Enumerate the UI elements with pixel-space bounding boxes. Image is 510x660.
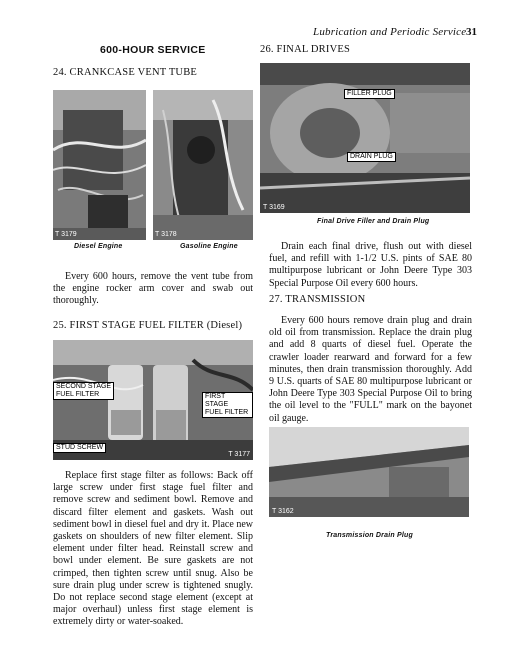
heading-transmission: 27. TRANSMISSION <box>269 294 366 305</box>
section-title: 600-HOUR SERVICE <box>100 44 206 56</box>
photo-tag: T 3169 <box>263 204 285 211</box>
heading-first-stage-fuel-filter: 25. FIRST STAGE FUEL FILTER (Diesel) <box>53 320 243 331</box>
label-line: SECOND STAGE <box>56 383 112 390</box>
photo-transmission <box>269 427 469 517</box>
caption-final-drive: Final Drive Filler and Drain Plug <box>317 218 430 225</box>
label-line: FIRST STAGE <box>205 393 229 408</box>
photo-tag: T 3178 <box>155 231 177 238</box>
label-filler-plug: FILLER PLUG <box>344 89 395 99</box>
photo-tag: T 3177 <box>228 451 250 458</box>
paragraph-final-drives: Drain each final drive, flush out with diesel fuel, and refill with 1-1/2 U.S. pints of SAE 80 multipurpose lubricant or John Deere Type 303 Special Purpose Oil every 600 hours. <box>269 241 472 289</box>
caption-gasoline-engine: Gasoline Engine <box>180 243 238 250</box>
paragraph-transmission: Every 600 hours remove drain plug and drain old oil from transmission. Replace the drain plug and add 8 quarts of diesel fuel. Operate the crawler loader rearward and forward for a few minutes, then drain transmission thoroughly. Add 9 U.S. quarts of SAE 80 multipurpose lubricant or John Deere Type 303 Special Purpose Oil to bring the oil level to the "FULL" mark on the bayonet oil gauge. <box>269 315 472 424</box>
paragraph-first-stage-filter: Replace first stage filter as follows: Back off large screw under first stage fuel filter and remove screw and sediment bowl. Remove and discard filter element and gaskets. Wash out sediment bowl in diesel fuel and dry it. Place new gaskets on shoulders of new filter element. Slip element under filter head. Reinstall screw and bowl under element. Be sure gaskets are not crimped, then tighten screw until snug. Also be sure drain plug under screw is tightened snugly. Do not replace second stage element (except at major overhaul) unless first stage element is extremely dirty or water-soaked. <box>53 470 253 628</box>
photo-diesel-engine <box>53 90 146 240</box>
page-number: 31 <box>466 26 477 38</box>
photo-tag: T 3162 <box>272 508 294 515</box>
photo-gasoline-engine <box>153 90 253 240</box>
caption-diesel-engine: Diesel Engine <box>74 243 123 250</box>
heading-crankcase-vent-tube: 24. CRANKCASE VENT TUBE <box>53 67 198 78</box>
label-stud-screw: STUD SCREW <box>53 443 106 453</box>
label-line: FUEL FILTER <box>56 391 100 398</box>
label-second-stage-fuel-filter <box>53 382 114 400</box>
label-first-stage-fuel-filter <box>202 392 253 418</box>
label-drain-plug: DRAIN PLUG <box>347 152 396 162</box>
paragraph-crankcase-vent: Every 600 hours, remove the vent tube from the engine rocker arm cover and swab out thoroughly. <box>53 271 253 307</box>
photo-tag: T 3179 <box>55 231 77 238</box>
running-head: Lubrication and Periodic Service <box>313 26 467 38</box>
caption-transmission: Transmission Drain Plug <box>326 532 413 539</box>
photo-fuel-filters <box>53 340 253 460</box>
label-line: FUEL FILTER <box>205 409 249 416</box>
photo-final-drive <box>260 63 470 213</box>
heading-final-drives: 26. FINAL DRIVES <box>260 44 351 55</box>
